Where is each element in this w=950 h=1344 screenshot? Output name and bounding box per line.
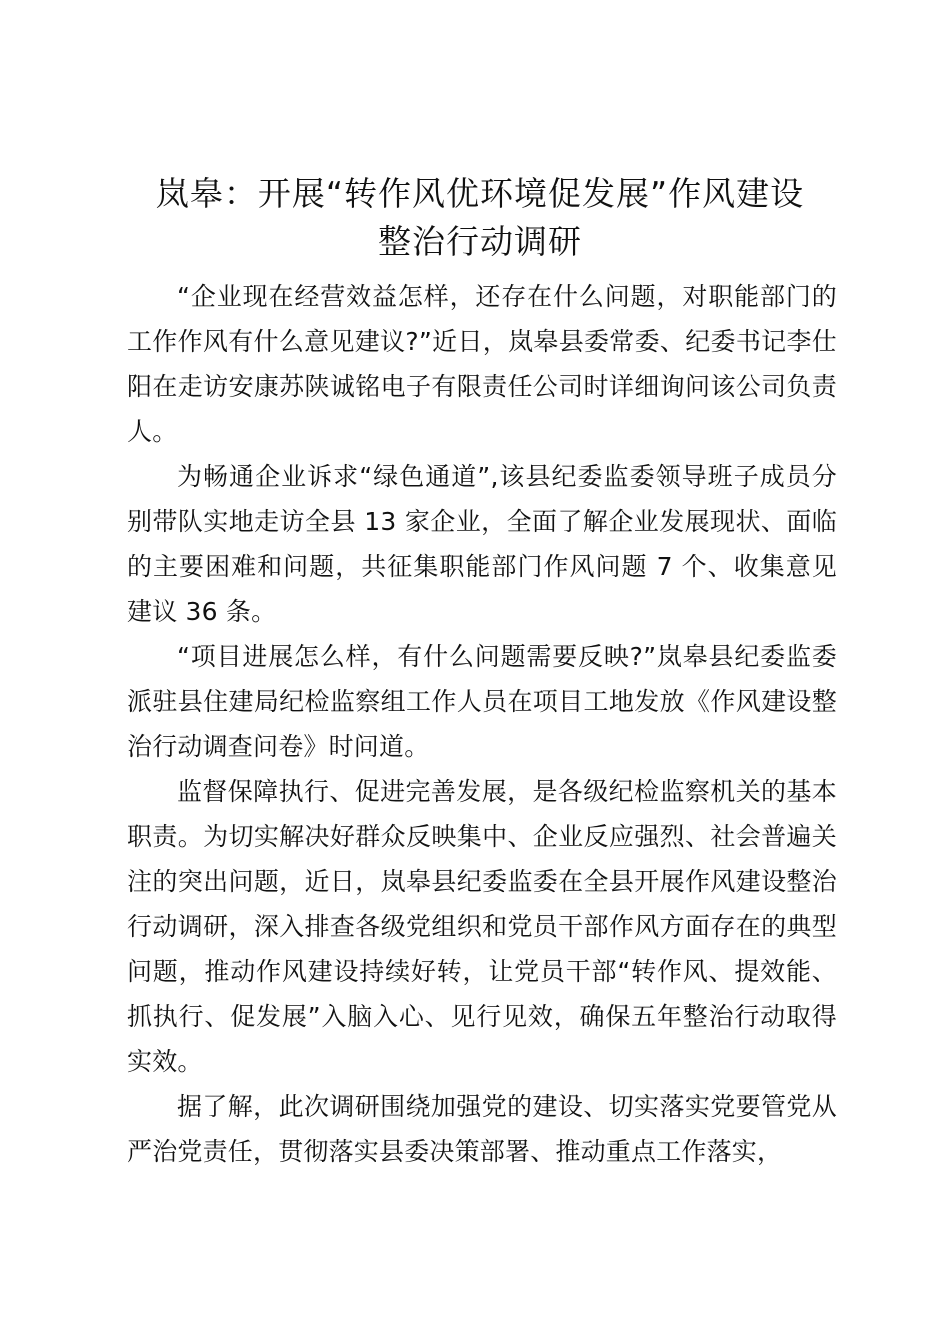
paragraph-2: 为畅通企业诉求“绿色通道”,该县纪委监委领导班子成员分别带队实地走访全县 13 家企业，全面了解企业发展现状、面临的主要困难和问题，共征集职能部门作风问题 7 个、收集意见建议 36 条。 [127,462,837,626]
paragraph-3: “项目进展怎么样，有什么问题需要反映?”岚皋县纪委监委派驻县住建局纪检监察组工作人员在项目工地发放《作风建设整治行动调查问卷》时问道。 [127,642,837,761]
document-body [127,274,837,1174]
paragraph-5: 据了解，此次调研围绕加强党的建设、切实落实党要管党从严治党责任，贯彻落实县委决策部署、推动重点工作落实， [127,1092,837,1166]
paragraph-4: 监督保障执行、促进完善发展，是各级纪检监察机关的基本职责。为切实解决好群众反映集中、企业反应强烈、社会普遍关注的突出问题，近日，岚皋县纪委监委在全县开展作风建设整治行动调研，深入排查各级党组织和党员干部作风方面存在的典型问题，推动作风建设持续好转，让党员干部“转作风、提效能、抓执行、促发展”入脑入心、见行见效，确保五年整治行动取得实效。 [127,777,837,1076]
document-title-line-2: 整治行动调研 [378,222,582,261]
paragraph-1: “企业现在经营效益怎样，还存在什么问题，对职能部门的工作作风有什么意见建议?”近日，岚皋县委常委、纪委书记李仕阳在走访安康苏陕诚铭电子有限责任公司时详细询问该公司负责人。 [127,282,837,446]
document-title-line-1: 岚皋：开展“转作风优环境促发展”作风建设 [155,174,805,213]
